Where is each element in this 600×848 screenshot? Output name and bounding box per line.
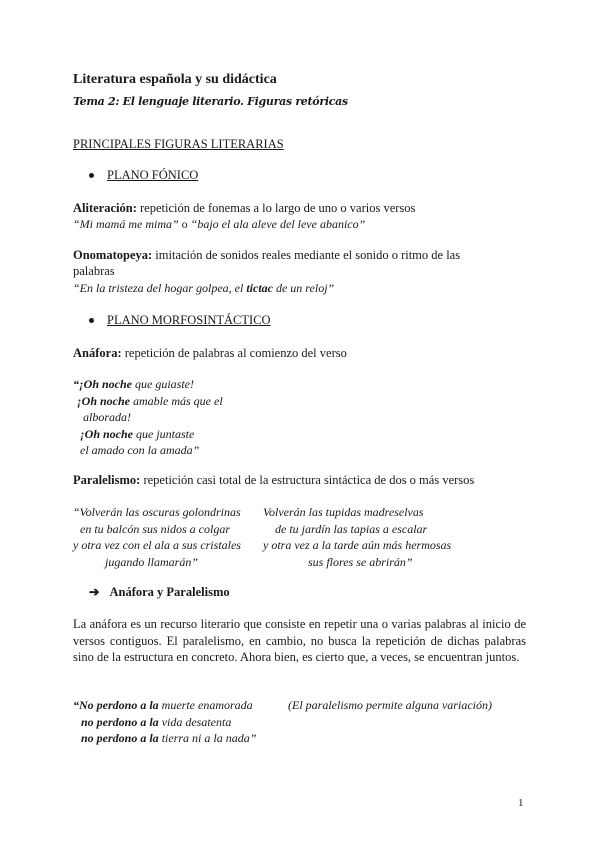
poem-line — [73, 442, 223, 459]
poem-line — [73, 426, 223, 443]
term-paralelismo: Paralelismo: — [73, 473, 141, 487]
example-part2: “bajo el ala aleve del leve abanico” — [190, 217, 366, 231]
heading-label: Anáfora y Paralelismo — [109, 585, 230, 599]
poem-line: sus flores se abrirán” — [308, 554, 413, 569]
term-aliteracion: Aliteración: — [73, 201, 137, 215]
aliteracion-example — [73, 216, 365, 233]
term-onomatopeya: Onomatopeya: — [73, 248, 153, 262]
explanation-paragraph: La anáfora es un recurso literario que consiste en repetir una o varias palabras al inicio de versos contiguos. El paralelismo, en cambio, no busca la repetición de dichas palabras sino de la estructura en concreto. Ahora bien, es cierto que, a veces, se encuentran juntos. — [73, 617, 526, 664]
paralelismo-poem-right — [263, 504, 483, 570]
term-anafora: Anáfora: — [73, 346, 122, 360]
poem-line: jugando llamarán” — [105, 554, 199, 569]
poem-rest: vida desatenta — [158, 714, 232, 729]
anafora-definition — [73, 345, 347, 361]
document-title: Literatura española y su didáctica — [73, 72, 277, 87]
page-number: 1 — [518, 797, 524, 809]
document-subtitle: Tema 2: El lenguaje literario. Figuras retóricas — [73, 95, 348, 108]
poem-line — [73, 376, 223, 393]
poem-line: “Volverán las oscuras golondrinas — [73, 505, 241, 519]
poem-rest: alborada! — [83, 410, 131, 424]
onomatopeya-line1 — [73, 247, 526, 263]
onomatopeya-example — [73, 280, 334, 297]
poem-line: de tu jardín las tapias a escalar — [275, 521, 428, 536]
example-bold: tictac — [246, 281, 273, 295]
heading-label: PLANO FÓNICO — [107, 168, 199, 182]
paralelismo-note: (El paralelismo permite alguna variación) — [288, 698, 492, 712]
section-title: PRINCIPALES FIGURAS LITERARIAS — [73, 137, 284, 151]
poem-line — [73, 714, 256, 731]
poem-rest: muerte enamorada — [158, 698, 253, 712]
poem-rest: el amado con la amada” — [80, 443, 200, 457]
poem-bold: “¡Oh noche — [73, 377, 133, 391]
definition-text: repetición de palabras al comienzo del verso — [121, 346, 347, 360]
poem-bold: ¡Oh noche — [77, 393, 131, 408]
poem-line: y otra vez a la tarde aún más hermosas — [263, 538, 452, 552]
aliteracion-definition — [73, 200, 415, 216]
poem-line: Volverán las tupidas madreselvas — [263, 505, 424, 519]
poem-rest: amable más que el — [130, 393, 223, 408]
poem-line — [73, 697, 256, 714]
heading-label: PLANO MORFOSINTÁCTICO — [107, 313, 271, 327]
poem-line — [73, 730, 256, 747]
example-before: “En la tristeza del hogar golpea, el — [73, 281, 247, 295]
poem-rest: que guiaste! — [132, 377, 195, 391]
poem-line: en tu balcón sus nidos a colgar — [80, 521, 230, 536]
poem-bold: “No perdono a la — [73, 698, 159, 712]
example-sep: o — [178, 217, 191, 231]
bullet-icon — [89, 173, 94, 178]
definition-text: repetición casi total de la estructura sintáctica de dos o más versos — [140, 473, 475, 487]
anafora-paralelismo-poem — [73, 697, 256, 747]
onomatopeya-definition — [73, 247, 526, 279]
poem-line — [73, 409, 223, 426]
arrow-right-icon: ➔ — [89, 585, 100, 599]
onomatopeya-line2: palabras — [73, 264, 115, 278]
heading-plano-morfosintactico — [89, 313, 271, 328]
poem-line — [73, 393, 223, 410]
definition-text: repetición de fonemas a lo largo de uno o varios versos — [136, 201, 416, 215]
heading-plano-fonico — [89, 168, 198, 183]
heading-anafora-paralelismo — [89, 584, 230, 600]
poem-rest: tierra ni a la nada” — [158, 731, 257, 745]
anafora-poem — [73, 376, 223, 459]
definition-text: imitación de sonidos reales mediante el sonido o ritmo de las — [152, 248, 461, 262]
example-after: de un reloj” — [272, 281, 335, 295]
poem-line: y otra vez con el ala a sus cristales — [73, 538, 241, 552]
bullet-icon — [89, 318, 94, 323]
example-part1: “Mi mamá me mima” — [73, 217, 179, 231]
poem-bold: no perdono a la — [81, 731, 159, 745]
paralelismo-definition — [73, 472, 474, 488]
poem-bold: ¡Oh noche — [80, 426, 134, 441]
poem-rest: que juntaste — [133, 426, 195, 441]
poem-bold: no perdono a la — [81, 714, 159, 729]
paralelismo-poem-left — [73, 504, 253, 570]
